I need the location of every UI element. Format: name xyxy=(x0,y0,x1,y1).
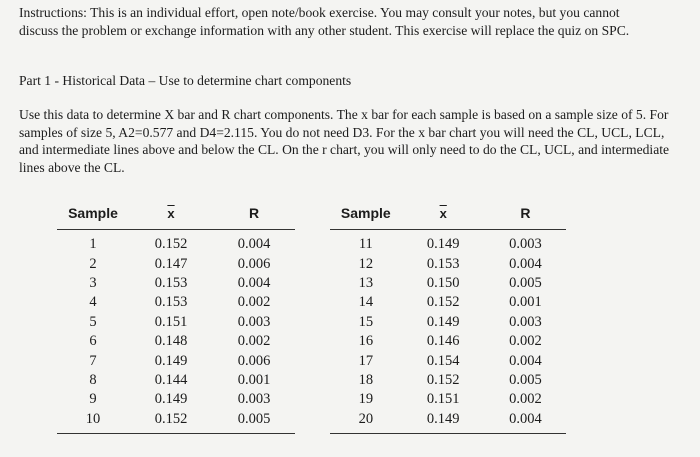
sample-table-right xyxy=(330,201,566,434)
header-range: R xyxy=(213,201,295,230)
table-body-left xyxy=(57,230,295,434)
cell-sample: 6 xyxy=(89,333,97,350)
cell-xbar: 0.150 xyxy=(426,274,460,291)
cell-range: 0.003 xyxy=(509,236,542,253)
cell-xbar: 0.152 xyxy=(426,294,460,311)
cell-sample: 17 xyxy=(358,352,374,369)
cell-xbar: 0.153 xyxy=(154,274,188,291)
cell-sample: 4 xyxy=(89,294,97,311)
data-usage-paragraph: Use this data to determine X bar and R chart components. The x bar for each sample is based on a sample size of 5. For samples of size 5, A2=0.577 and D4=2.115. You do not need D3. For the x bar chart you will need the CL, UCL, LCL, and intermediate lines above and below the CL. On the r chart, you will only need to do the CL, UCL, and intermediate lines above the CL. xyxy=(19,107,670,175)
table-header-row xyxy=(330,201,566,230)
cell-sample: 11 xyxy=(358,236,373,253)
cell-sample: 7 xyxy=(89,352,97,369)
table-row xyxy=(330,351,566,370)
table-row xyxy=(57,371,295,390)
header-sample: Sample xyxy=(330,201,402,230)
cell-xbar: 0.151 xyxy=(154,313,188,330)
cell-range: 0.002 xyxy=(237,294,271,311)
cell-sample: 9 xyxy=(89,391,97,408)
table-row xyxy=(57,254,295,273)
cell-sample: 15 xyxy=(358,313,374,330)
table-row xyxy=(330,274,566,293)
table-row xyxy=(57,293,295,312)
cell-xbar: 0.146 xyxy=(426,333,460,350)
cell-sample: 5 xyxy=(89,313,97,330)
cell-sample: 10 xyxy=(57,410,129,434)
table-header-row xyxy=(57,201,295,230)
cell-xbar: 0.149 xyxy=(426,236,460,253)
header-xbar: $\overline{x}$ xyxy=(402,201,485,230)
cell-range: 0.003 xyxy=(237,391,271,408)
table-row xyxy=(330,254,566,273)
cell-xbar: 0.152 xyxy=(426,371,460,388)
cell-range: 0.003 xyxy=(509,313,542,330)
part1-heading: Part 1 - Historical Data – Use to determine chart components xyxy=(19,73,352,88)
cell-sample: 8 xyxy=(89,371,97,388)
table-row xyxy=(330,230,566,255)
cell-range: 0.005 xyxy=(213,410,295,434)
cell-xbar: 0.149 xyxy=(402,410,485,434)
cell-xbar: 0.151 xyxy=(426,391,460,408)
table-row xyxy=(57,332,295,351)
table-row xyxy=(57,274,295,293)
cell-range: 0.006 xyxy=(237,352,271,369)
cell-sample: 14 xyxy=(358,294,374,311)
cell-xbar: 0.149 xyxy=(426,313,460,330)
table-row xyxy=(57,230,295,255)
table-row xyxy=(57,410,295,434)
cell-xbar: 0.144 xyxy=(154,371,188,388)
table-row xyxy=(57,351,295,370)
table-row xyxy=(57,390,295,409)
instructions-paragraph: Instructions: This is an individual effort, open note/book exercise. You may consult your notes, but you cannot discuss the problem or exchange information with any other student. This exercise will replace the quiz on SPC. xyxy=(19,5,630,38)
cell-range: 0.004 xyxy=(509,352,542,369)
table-row xyxy=(57,313,295,332)
cell-range: 0.002 xyxy=(509,333,542,350)
cell-sample: 2 xyxy=(89,255,97,272)
cell-sample: 20 xyxy=(330,410,402,434)
cell-xbar: 0.152 xyxy=(154,236,188,253)
cell-xbar: 0.153 xyxy=(154,294,188,311)
cell-xbar: 0.149 xyxy=(154,391,188,408)
cell-range: 0.004 xyxy=(485,410,566,434)
cell-sample: 1 xyxy=(89,236,97,253)
cell-range: 0.001 xyxy=(509,294,542,311)
cell-range: 0.001 xyxy=(237,371,271,388)
header-range: R xyxy=(485,201,566,230)
cell-range: 0.004 xyxy=(237,236,271,253)
cell-range: 0.003 xyxy=(237,313,271,330)
cell-range: 0.006 xyxy=(237,255,271,272)
cell-sample: 19 xyxy=(358,391,374,408)
cell-sample: 16 xyxy=(358,333,374,350)
cell-range: 0.004 xyxy=(237,274,271,291)
table-body-right xyxy=(330,230,566,434)
cell-sample: 18 xyxy=(358,371,374,388)
header-xbar: $\overline{x}$ xyxy=(129,201,213,230)
cell-sample: 12 xyxy=(358,255,374,272)
cell-xbar: 0.152 xyxy=(129,410,213,434)
table-row xyxy=(330,293,566,312)
table-row xyxy=(330,313,566,332)
table-row xyxy=(330,332,566,351)
cell-xbar: 0.149 xyxy=(154,352,188,369)
cell-range: 0.002 xyxy=(509,391,542,408)
cell-range: 0.002 xyxy=(237,333,271,350)
cell-xbar: 0.148 xyxy=(154,333,188,350)
cell-xbar: 0.154 xyxy=(426,352,460,369)
cell-sample: 3 xyxy=(89,274,97,291)
sample-table-left xyxy=(57,201,295,434)
cell-xbar: 0.147 xyxy=(154,255,188,272)
table-row xyxy=(330,410,566,434)
cell-range: 0.004 xyxy=(509,255,542,272)
table-row xyxy=(330,390,566,409)
cell-range: 0.005 xyxy=(509,274,542,291)
cell-range: 0.005 xyxy=(509,371,542,388)
cell-sample: 13 xyxy=(358,274,374,291)
header-sample: Sample xyxy=(57,201,129,230)
table-row xyxy=(330,371,566,390)
cell-xbar: 0.153 xyxy=(426,255,460,272)
